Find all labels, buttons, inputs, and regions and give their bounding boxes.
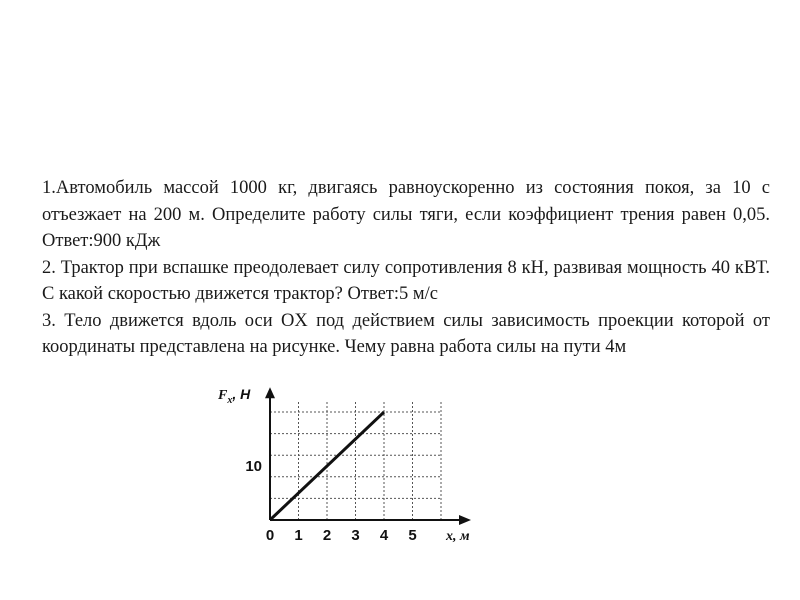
y-axis-label-unit: , Н	[232, 386, 251, 403]
x-tick-label: 5	[408, 527, 417, 544]
y-axis-arrow	[265, 387, 275, 398]
chart-svg	[200, 386, 520, 560]
x-axis-label: x, м	[446, 529, 470, 544]
x-tick-label: 3	[351, 527, 360, 544]
x-tick-label: 0	[265, 527, 275, 544]
force-position-graph	[200, 386, 520, 560]
problem-1: 1.Автомобиль массой 1000 кг, двигаясь равноускоренно из состояния покоя, за 10 с отъезжает на 200 м. Определите работу силы тяги, если коэффициент трения равен 0,05. Ответ:900 кДж	[42, 178, 770, 251]
y-axis-label-subscript: x	[227, 395, 233, 407]
x-tick-label: 1	[294, 527, 303, 544]
x-axis-arrow	[459, 515, 471, 525]
problem-2: 2. Трактор при вспашке преодолевает силу сопротивления 8 кН, развивая мощность 40 кВТ. С какой скоростью движется трактор? Ответ:5 м/с	[42, 257, 770, 304]
x-tick-label: 2	[322, 527, 332, 544]
y-axis-label: $F_x$, Н	[218, 386, 251, 407]
chart-axes	[265, 387, 471, 525]
problem-list	[42, 175, 770, 361]
x-tick-label: 4	[379, 527, 389, 544]
y-tick-label: 10	[245, 458, 262, 475]
chart-grid	[270, 401, 441, 520]
problem-3: 3. Тело движется вдоль оси OX под действием силы зависимость проекции которой от координаты представлена на рисунке. Чему равна работа силы на пути 4м	[42, 310, 770, 357]
